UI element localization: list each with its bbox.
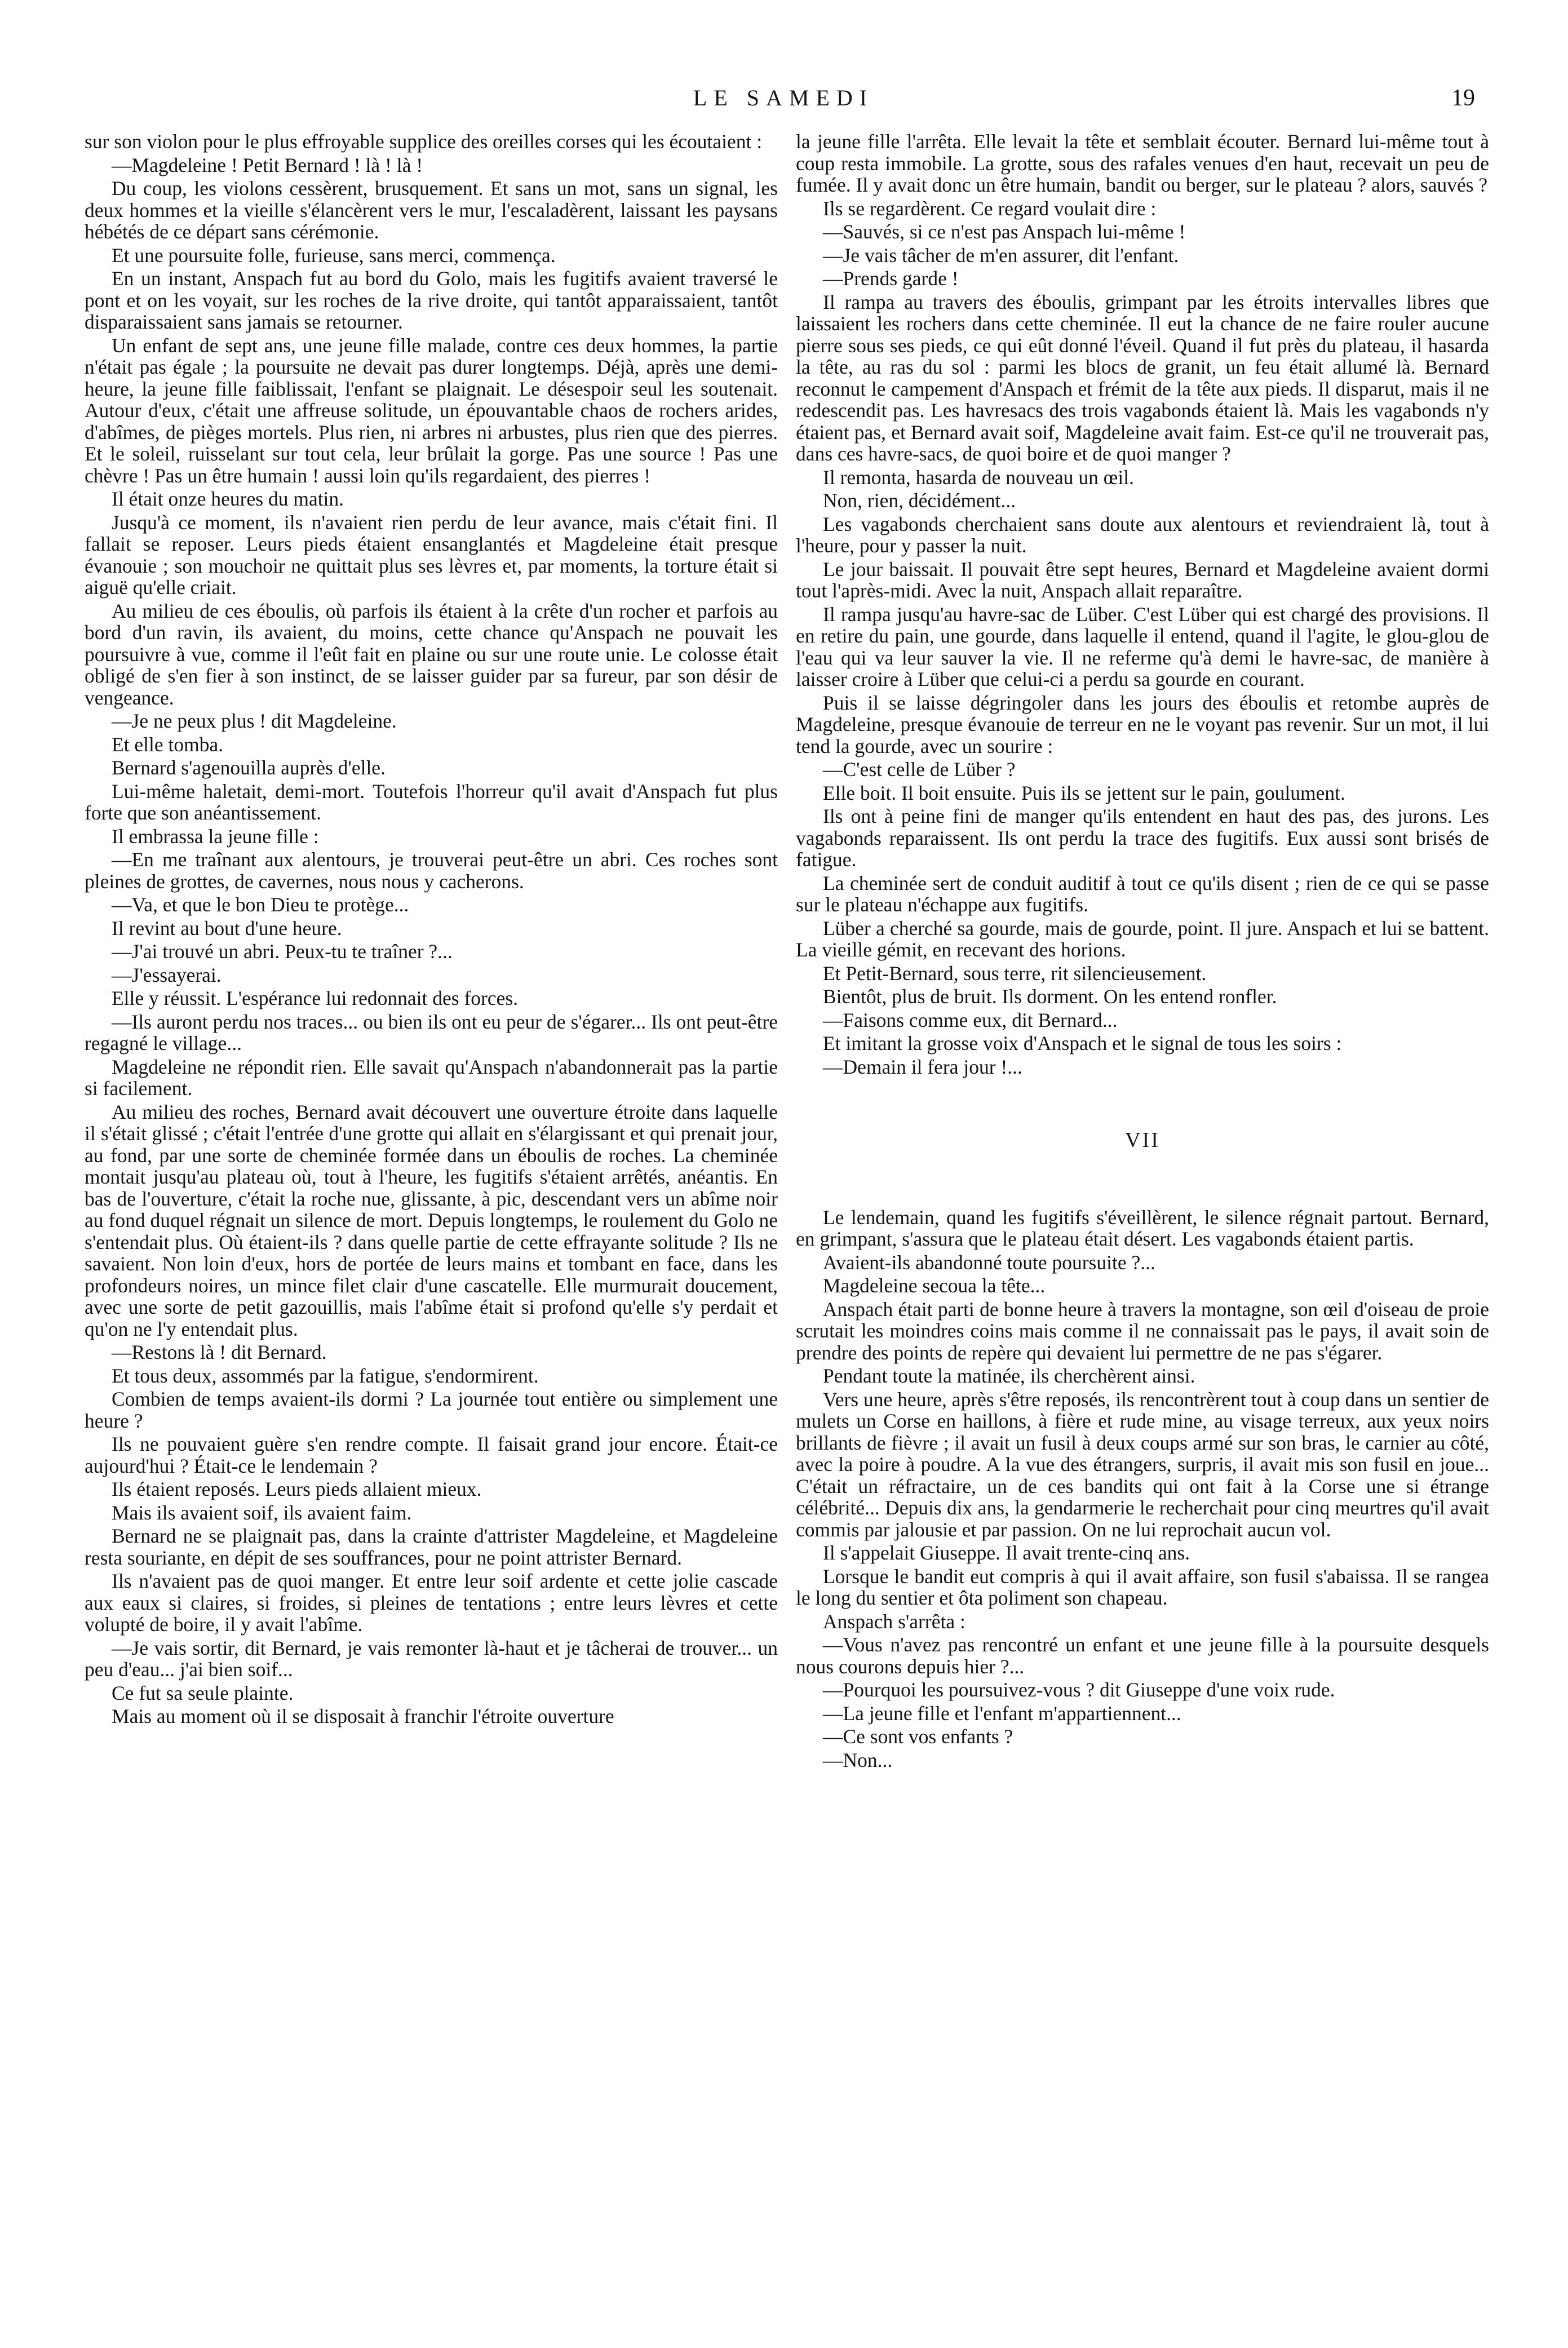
paragraph: Mais au moment où il se disposait à franchir l'étroite ouverture xyxy=(112,1705,614,1727)
paragraph: —J'ai trouvé un abri. Peux-tu te traîner ?... xyxy=(112,940,453,963)
paragraph: —Va, et que le bon Dieu te protège... xyxy=(112,893,409,916)
paragraph: Bientôt, plus de bruit. Ils dorment. On les entend ronfler. xyxy=(823,985,1277,1008)
paragraph: Et elle tomba. xyxy=(112,733,224,756)
paragraph: Et Petit-Bernard, sous terre, rit silencieusement. xyxy=(823,962,1207,985)
paragraph: —La jeune fille et l'enfant m'appartiennent... xyxy=(823,1702,1181,1725)
paragraph: Le lendemain, quand les fugitifs s'éveillèrent, le silence régnait partout. Bernard, en grimpant, s'assura que le plateau était désert. Les vagabonds étaient partis. xyxy=(796,1206,1489,1250)
paragraph: Le jour baissait. Il pouvait être sept heures, Bernard et Magdeleine avaient dormi tout l'après-midi. Avec la nuit, Anspach allait reparaître. xyxy=(796,557,1489,602)
paragraph: Les vagabonds cherchaient sans doute aux alentours et reviendraient là, tout à l'heure, pour y passer la nuit. xyxy=(796,512,1489,557)
paragraph: Ce fut sa seule plainte. xyxy=(112,1681,294,1704)
paragraph: —C'est celle de Lüber ? xyxy=(823,758,1016,781)
paragraph: La cheminée sert de conduit auditif à tout ce qu'ils disent ; rien de ce qui se passe sur le plateau n'échappe aux fugitifs. xyxy=(796,871,1489,916)
paragraph: Elle boit. Il boit ensuite. Puis ils se jettent sur le pain, goulument. xyxy=(823,781,1345,804)
right-column-part-two xyxy=(796,1207,1489,1771)
paragraph: Il rampa jusqu'au havre-sac de Lüber. C'est Lüber qui est chargé des provisions. Il en retire du pain, une gourde, dans laquelle il entend, quand il l'agite, le glou-glou de l'eau qui va leur sauver la vie. Il ne referme qu'à demi le havre-sac, de manière à laisser croire à Lüber que celui-ci a perdu sa gourde en courant. xyxy=(796,602,1489,690)
paragraph: Avaient-ils abandonné toute poursuite ?... xyxy=(823,1251,1155,1274)
paragraph: Mais ils avaient soif, ils avaient faim. xyxy=(112,1501,412,1524)
paragraph: Vers une heure, après s'être reposés, ils rencontrèrent tout à coup dans un sentier de mulets un Corse en haillons, à fière et rude mine, au visage terreux, aux yeux noirs brillants de fièvre ; il avait un fusil à deux coups armé sur son bras, le carnier au côté, avec la poire à poudre. A la vue des étrangers, surpris, il avait mis son fusil en joue... C'était un réfractaire, un de ces bandits qui ont fait à la Corse une si étrange célébrité... Depuis dix ans, la gendarmerie le recherchait pour cinq meurtres qu'il avait commis par jalousie et par passion. On ne lui reprochait aucun vol. xyxy=(796,1388,1489,1541)
paragraph: Anspach était parti de bonne heure à travers la montagne, son œil d'oiseau de proie scrutait les moindres coins mais comme il ne connaissait pas le pays, il avait soin de prendre des points de repère qui devaient lui permettre de ne pas s'égarer. xyxy=(796,1297,1489,1364)
paragraph: Et tous deux, assommés par la fatigue, s'endormirent. xyxy=(112,1364,539,1387)
paragraph: Ils se regardèrent. Ce regard voulait dire : xyxy=(823,197,1157,220)
paragraph: Un enfant de sept ans, une jeune fille malade, contre ces deux hommes, la partie n'était pas égale ; la poursuite ne devait pas durer longtemps. Déjà, après une demi-heure, la jeune fille faiblissait, l'enfant se plaignait. Le désespoir seul les soutenait. Autour d'eux, c'était une affreuse solitude, un épouvantable chaos de rochers arides, d'abîmes, de pièges mortels. Plus rien, ni arbres ni arbustes, plus rien que des pierres. Et le soleil, ruisselant sur tout cela, leur brûlait la gorge. Pas une source ! Pas une chèvre ! Pas un être humain ! aussi loin qu'ils regardaient, des pierres ! xyxy=(85,334,778,487)
paragraph: Bernard ne se plaignait pas, dans la crainte d'attrister Magdeleine, et Magdeleine resta souriante, en dépit de ses souffrances, pour ne point attrister Bernard. xyxy=(85,1525,778,1569)
paragraph: —Je vais tâcher de m'en assurer, dit l'enfant. xyxy=(823,243,1179,267)
paragraph: la jeune fille l'arrêta. Elle levait la tête et semblait écouter. Bernard lui-même tout à coup resta immobile. La grotte, sous des rafales venues d'en haut, recevait un peu de fumée. Il y avait donc un être humain, bandit ou berger, sur le plateau ? alors, sauvés ? xyxy=(796,130,1489,196)
paragraph: Il embrassa la jeune fille : xyxy=(112,825,319,848)
paragraph: Anspach s'arrêta : xyxy=(823,1610,965,1633)
paragraph: —Restons là ! dit Bernard. xyxy=(112,1341,327,1363)
paragraph: Ils étaient reposés. Leurs pieds allaient mieux. xyxy=(112,1478,482,1500)
paragraph: Pendant toute la matinée, ils cherchèrent ainsi. xyxy=(823,1365,1195,1387)
paragraph: Lüber a cherché sa gourde, mais de gourde, point. Il jure. Anspach et lui se battent. La vieille gémit, en recevant des horions. xyxy=(796,916,1489,961)
paragraph: —Prends garde ! xyxy=(823,267,959,290)
paragraph: Il remonta, hasarda de nouveau un œil. xyxy=(823,466,1135,489)
paragraph: Au milieu des roches, Bernard avait découvert une ouverture étroite dans laquelle il s'était glissé ; c'était l'entrée d'une grotte qui allait en s'élargissant et qui prenait jour, au fond, par une sorte de cheminée formée dans un éboulis de roches. La cheminée montait jusqu'au plateau où, tout à l'heure, les fugitifs s'étaient arrêtés, anéantis. En bas de l'ouverture, c'était la roche nue, glissante, à pic, descendant vers un abîme noir au fond duquel régnait un silence de mort. Depuis longtemps, le roulement du Golo ne s'entendait plus. Où étaient-ils ? dans quelle partie de cette effrayante solitude ? Ils ne savaient. Non loin d'eux, hors de portée de leurs mains et tombant en face, dans les profondeurs noires, un mince filet clair d'une cascatelle. Elle murmurait doucement, avec une sorte de petit gazouillis, mais l'abîme était si profond qu'elle s'y perdait et qu'on ne l'y entendait plus. xyxy=(85,1100,778,1340)
paragraph: Lui-même haletait, demi-mort. Toutefois l'horreur qu'il avait d'Anspach fut plus forte que son anéantissement. xyxy=(85,779,778,824)
paragraph: —Demain il fera jour !... xyxy=(823,1055,1022,1078)
left-column xyxy=(85,131,778,1729)
paragraph: sur son violon pour le plus effroyable supplice des oreilles corses qui les écoutaient : xyxy=(85,130,763,153)
paragraph: Ils ont à peine fini de manger qu'ils entendent en haut des pas, des jurons. Les vagabonds reparaissent. Ils ont perdu la trace des fugitifs. Eux aussi sont brisés de fatigue. xyxy=(796,805,1489,871)
paragraph: —J'essayerai. xyxy=(112,963,222,986)
right-column-part-one xyxy=(796,131,1489,1078)
paragraph: Il était onze heures du matin. xyxy=(112,488,344,510)
paragraph: Bernard s'agenouilla auprès d'elle. xyxy=(112,756,386,779)
paragraph: —Je vais sortir, dit Bernard, je vais remonter là-haut et je tâcherai de trouver... un peu d'eau... j'ai bien soif... xyxy=(85,1636,778,1681)
paragraph: Jusqu'à ce moment, ils n'avaient rien perdu de leur avance, mais c'était fini. Il fallait se reposer. Leurs pieds étaient ensanglantés et Magdeleine était presque évanouie ; son mouchoir ne quittait plus ses lèvres et, par moments, la torture était si aiguë qu'elle criait. xyxy=(85,511,778,599)
paragraph: —Vous n'avez pas rencontré un enfant et une jeune fille à la poursuite desquels nous courons depuis hier ?... xyxy=(796,1633,1489,1678)
paragraph: Elle y réussit. L'espérance lui redonnait des forces. xyxy=(112,987,519,1009)
right-column xyxy=(796,131,1489,1773)
paragraph: —Ce sont vos enfants ? xyxy=(823,1725,1013,1748)
paragraph: Ils ne pouvaient guère s'en rendre compte. Il faisait grand jour encore. Était-ce aujourd'hui ? Était-ce le lendemain ? xyxy=(85,1433,778,1477)
paragraph: Ils n'avaient pas de quoi manger. Et entre leur soif ardente et cette jolie cascade aux eaux si claires, si froides, si pleines de tentations ; entre leurs lèvres et cette volupté de boire, il y avait l'abîme. xyxy=(85,1570,778,1636)
paragraph: —En me traînant aux alentours, je trouverai peut-être un abri. Ces roches sont pleines de grottes, de cavernes, nous nous y cacherons. xyxy=(85,848,778,893)
paragraph: Et imitant la grosse voix d'Anspach et le signal de tous les soirs : xyxy=(823,1032,1342,1055)
paragraph: Et une poursuite folle, furieuse, sans merci, commença. xyxy=(112,243,556,267)
paragraph: —Je ne peux plus ! dit Magdeleine. xyxy=(112,710,397,732)
paragraph: —Ils auront perdu nos traces... ou bien ils ont eu peur de s'égarer... Ils ont peut-être regagné le village... xyxy=(85,1010,778,1055)
paragraph: Magdeleine ne répondit rien. Elle savait qu'Anspach n'abandonnerait pas la partie si facilement. xyxy=(85,1055,778,1100)
paragraph: Lorsque le bandit eut compris à qui il avait affaire, son fusil s'abaissa. Il se rangea le long du sentier et ôta poliment son chapeau. xyxy=(796,1565,1489,1609)
paragraph: Magdeleine secoua la tête... xyxy=(823,1274,1046,1297)
running-title: LE SAMEDI xyxy=(693,85,874,110)
paragraph: Non, rien, décidément... xyxy=(823,489,1016,512)
paragraph: —Pourquoi les poursuivez-vous ? dit Giuseppe d'une voix rude. xyxy=(823,1678,1335,1701)
paragraph: Il rampa au travers des éboulis, grimpant par les étroits intervalles libres que laissaient les rochers dans cette cheminée. Il eut la chance de ne faire rouler aucune pierre sous ses pieds, ce qui eût donné l'éveil. Quand il fut près du plateau, il hasarda la tête, au ras du sol : parmi les blocs de granit, un feu était allumé là. Bernard reconnut le campement d'Anspach et frémit de la tête aux pieds. Il disparut, mais il ne redescendit pas. Les havresacs des trois vagabonds étaient là. Mais les vagabonds n'y étaient pas, et Bernard avait soif, Magdeleine avait faim. Est-ce qu'il ne trouverait pas, dans ces havre-sacs, de quoi boire et de quoi manger ? xyxy=(796,290,1489,465)
paragraph: —Faisons comme eux, dit Bernard... xyxy=(823,1008,1118,1031)
paragraph: Puis il se laisse dégringoler dans les jours des éboulis et retombe auprès de Magdeleine, presque évanouie de terreur en ne le voyant pas revenir. Sur un mot, il lui tend la gourde, avec un sourire : xyxy=(796,691,1489,757)
paragraph: En un instant, Anspach fut au bord du Golo, mais les fugitifs avaient traversé le pont et on les voyait, sur les roches de la rive droite, qui tantôt apparaissaient, tantôt disparaissaient sans jamais se retourner. xyxy=(85,267,778,333)
paragraph: —Sauvés, si ce n'est pas Anspach lui-même ! xyxy=(823,220,1186,243)
paragraph: —Magdeleine ! Petit Bernard ! là ! là ! xyxy=(112,153,423,176)
paragraph: Du coup, les violons cessèrent, brusquement. Et sans un mot, sans un signal, les deux hommes et la vieille s'élancèrent vers le mur, l'escaladèrent, laissant les paysans hébétés de ce départ sans cérémonie. xyxy=(85,177,778,243)
paragraph: Il s'appelait Giuseppe. Il avait trente-cinq ans. xyxy=(823,1541,1190,1564)
paragraph: Au milieu de ces éboulis, où parfois ils étaient à la crête d'un rocher et parfois au bord d'un ravin, ils avaient, du moins, cette chance qu'Anspach ne pouvait les poursuivre à vue, comme il l'eût fait en plaine ou sur une route unie. Le colosse était obligé de s'en fier à son instinct, de se laisser guider par sa fureur, par son désir de vengeance. xyxy=(85,599,778,709)
page-number: 19 xyxy=(1451,85,1475,111)
paragraph: Il revint au bout d'une heure. xyxy=(112,916,342,940)
chapter-heading: VII xyxy=(1125,1128,1160,1152)
paragraph: —Non... xyxy=(823,1748,893,1771)
paragraph: Combien de temps avaient-ils dormi ? La journée tout entière ou simplement une heure ? xyxy=(85,1388,778,1432)
